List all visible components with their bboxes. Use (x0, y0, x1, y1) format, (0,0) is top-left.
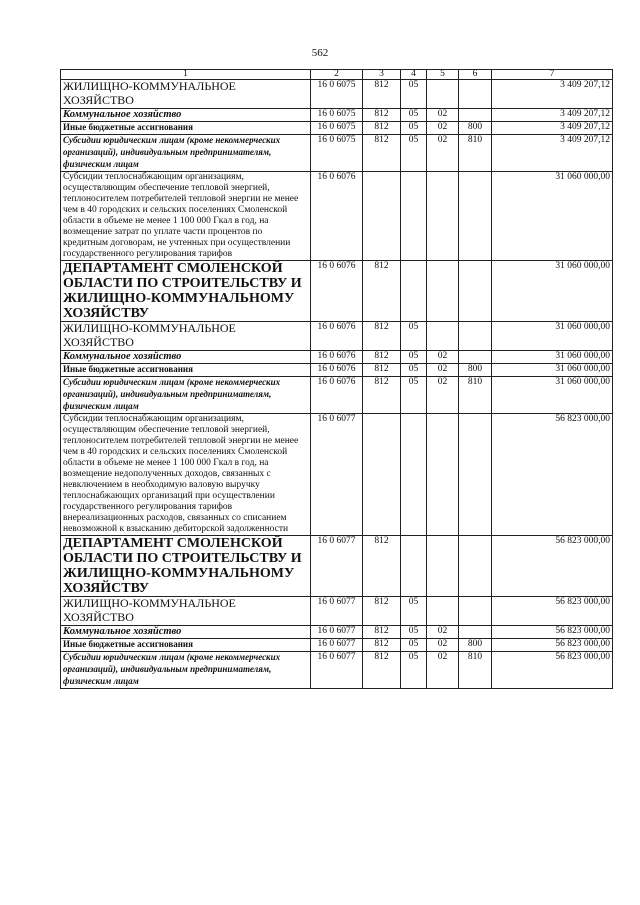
row-name (61, 364, 311, 377)
target-article-cell: 16 0 6076 (311, 377, 363, 414)
amount-cell: 31 060 000,00 (492, 377, 613, 414)
subsection-code-cell: 02 (427, 377, 459, 414)
table-row (61, 597, 613, 626)
expense-type-cell (459, 414, 492, 536)
target-article-cell: 16 0 6077 (311, 652, 363, 689)
section-code-cell: 05 (401, 322, 427, 351)
row-label: Субсидии юридическим лицам (кроме некоммерческих организаций), индивидуальным предпринимателям, физическим лицам (63, 135, 281, 169)
row-name (61, 322, 311, 351)
section-code-cell: 05 (401, 364, 427, 377)
table-row (61, 536, 613, 597)
subsection-code-cell: 02 (427, 639, 459, 652)
section-code-cell: 05 (401, 652, 427, 689)
target-article-cell: 16 0 6077 (311, 626, 363, 639)
ministry-code-cell: 812 (363, 135, 401, 172)
row-label: ЖИЛИЩНО-КОММУНАЛЬНОЕ ХОЗЯЙСТВО (63, 321, 236, 349)
subsection-code-cell (427, 414, 459, 536)
row-label: Коммунальное хозяйство (63, 109, 182, 120)
column-header: 7 (492, 70, 613, 80)
row-name (61, 377, 311, 414)
column-header: 2 (311, 70, 363, 80)
subsection-code-cell (427, 80, 459, 109)
row-label: ЖИЛИЩНО-КОММУНАЛЬНОЕ ХОЗЯЙСТВО (63, 596, 236, 624)
ministry-code-cell: 812 (363, 597, 401, 626)
ministry-code-cell: 812 (363, 639, 401, 652)
section-code-cell: 05 (401, 377, 427, 414)
subsection-code-cell (427, 597, 459, 626)
target-article-cell: 16 0 6077 (311, 414, 363, 536)
row-name (61, 626, 311, 639)
row-label: Иные бюджетные ассигнования (63, 122, 193, 132)
row-label: Субсидии юридическим лицам (кроме некоммерческих организаций), индивидуальным предпринимателям, физическим лицам (63, 652, 281, 686)
table-row (61, 639, 613, 652)
expense-type-cell: 810 (459, 652, 492, 689)
row-name (61, 597, 311, 626)
row-name (61, 414, 311, 536)
table-row (61, 322, 613, 351)
expense-type-cell (459, 322, 492, 351)
ministry-code-cell: 812 (363, 80, 401, 109)
subsection-code-cell: 02 (427, 626, 459, 639)
row-name (61, 351, 311, 364)
subsection-code-cell: 02 (427, 351, 459, 364)
table-row (61, 261, 613, 322)
table-row (61, 80, 613, 109)
expense-type-cell (459, 80, 492, 109)
amount-cell: 31 060 000,00 (492, 261, 613, 322)
row-label: Коммунальное хозяйство (63, 351, 182, 362)
target-article-cell: 16 0 6075 (311, 80, 363, 109)
amount-cell: 3 409 207,12 (492, 109, 613, 122)
budget-table (60, 69, 613, 689)
expense-type-cell (459, 536, 492, 597)
target-article-cell: 16 0 6075 (311, 109, 363, 122)
row-label: Коммунальное хозяйство (63, 626, 182, 637)
amount-cell: 3 409 207,12 (492, 135, 613, 172)
section-code-cell: 05 (401, 597, 427, 626)
row-name (61, 652, 311, 689)
row-name (61, 135, 311, 172)
subsection-code-cell: 02 (427, 109, 459, 122)
amount-cell: 3 409 207,12 (492, 122, 613, 135)
row-label: Субсидии теплоснабжающим организациям, осуществляющим обеспечение тепловой энергией, теплоносителем потребителей тепловой энергии не менее чем в 40 городских и сельских поселениях Смоленской области в объеме не менее 1 100 000 Гкал в год, на возмещение недополученных доходов, связанных с невключением в необходимую валовую выручку теплоснабжающих организаций при осуществлении государственного регулирования тарифов внереализационных расходов, связанных со списанием невозможной к взысканию дебиторской задолженности (63, 414, 299, 534)
section-code-cell: 05 (401, 351, 427, 364)
table-row (61, 414, 613, 536)
ministry-code-cell: 812 (363, 652, 401, 689)
table-row (61, 626, 613, 639)
section-code-cell: 05 (401, 122, 427, 135)
amount-cell: 56 823 000,00 (492, 652, 613, 689)
row-label: ДЕПАРТАМЕНТ СМОЛЕНСКОЙ ОБЛАСТИ ПО СТРОИТЕЛЬСТВУ И ЖИЛИЩНО-КОММУНАЛЬНОМУ ХОЗЯЙСТВУ (63, 261, 302, 321)
target-article-cell: 16 0 6076 (311, 322, 363, 351)
amount-cell: 56 823 000,00 (492, 414, 613, 536)
ministry-code-cell: 812 (363, 364, 401, 377)
row-name (61, 261, 311, 322)
table-row (61, 652, 613, 689)
target-article-cell: 16 0 6075 (311, 135, 363, 172)
expense-type-cell (459, 172, 492, 261)
table-row (61, 351, 613, 364)
row-name (61, 172, 311, 261)
expense-type-cell (459, 597, 492, 626)
row-label: ЖИЛИЩНО-КОММУНАЛЬНОЕ ХОЗЯЙСТВО (63, 79, 236, 107)
expense-type-cell (459, 626, 492, 639)
amount-cell: 31 060 000,00 (492, 351, 613, 364)
expense-type-cell: 810 (459, 135, 492, 172)
amount-cell: 3 409 207,12 (492, 80, 613, 109)
ministry-code-cell: 812 (363, 626, 401, 639)
column-header: 4 (401, 70, 427, 80)
ministry-code-cell: 812 (363, 322, 401, 351)
section-code-cell (401, 172, 427, 261)
column-header: 3 (363, 70, 401, 80)
row-name (61, 109, 311, 122)
amount-cell: 31 060 000,00 (492, 364, 613, 377)
expense-type-cell: 800 (459, 122, 492, 135)
table-row (61, 172, 613, 261)
expense-type-cell: 810 (459, 377, 492, 414)
row-name (61, 536, 311, 597)
subsection-code-cell: 02 (427, 364, 459, 377)
table-body (61, 70, 613, 689)
amount-cell: 56 823 000,00 (492, 626, 613, 639)
row-label: ДЕПАРТАМЕНТ СМОЛЕНСКОЙ ОБЛАСТИ ПО СТРОИТЕЛЬСТВУ И ЖИЛИЩНО-КОММУНАЛЬНОМУ ХОЗЯЙСТВУ (63, 536, 302, 596)
ministry-code-cell: 812 (363, 351, 401, 364)
section-code-cell (401, 261, 427, 322)
column-header: 6 (459, 70, 492, 80)
ministry-code-cell: 812 (363, 109, 401, 122)
target-article-cell: 16 0 6077 (311, 597, 363, 626)
expense-type-cell (459, 261, 492, 322)
section-code-cell: 05 (401, 109, 427, 122)
table-row (61, 135, 613, 172)
row-label: Субсидии юридическим лицам (кроме некоммерческих организаций), индивидуальным предпринимателям, физическим лицам (63, 377, 281, 411)
page-number: 562 (311, 47, 329, 59)
target-article-cell: 16 0 6076 (311, 351, 363, 364)
column-header: 1 (61, 70, 311, 80)
header-row (61, 70, 613, 80)
row-name (61, 639, 311, 652)
expense-type-cell (459, 109, 492, 122)
target-article-cell: 16 0 6076 (311, 261, 363, 322)
ministry-code-cell (363, 172, 401, 261)
target-article-cell: 16 0 6076 (311, 364, 363, 377)
subsection-code-cell (427, 261, 459, 322)
table-row (61, 377, 613, 414)
expense-type-cell (459, 351, 492, 364)
subsection-code-cell (427, 536, 459, 597)
target-article-cell: 16 0 6077 (311, 639, 363, 652)
row-label: Субсидии теплоснабжающим организациям, осуществляющим обеспечение тепловой энергией, теплоносителем потребителей тепловой энергии не менее чем в 40 городских и сельских поселениях Смоленской области в объеме не менее 1 100 000 Гкал в год, на возмещение затрат по уплате части процентов по кредитным договорам, не учтенных при осуществлении государственного регулирования тарифов (63, 172, 299, 259)
target-article-cell: 16 0 6076 (311, 172, 363, 261)
target-article-cell: 16 0 6077 (311, 536, 363, 597)
amount-cell: 56 823 000,00 (492, 639, 613, 652)
subsection-code-cell: 02 (427, 652, 459, 689)
column-header: 5 (427, 70, 459, 80)
amount-cell: 31 060 000,00 (492, 322, 613, 351)
section-code-cell (401, 414, 427, 536)
section-code-cell (401, 536, 427, 597)
subsection-code-cell (427, 172, 459, 261)
table-row (61, 122, 613, 135)
subsection-code-cell (427, 322, 459, 351)
section-code-cell: 05 (401, 80, 427, 109)
section-code-cell: 05 (401, 639, 427, 652)
row-name (61, 122, 311, 135)
subsection-code-cell: 02 (427, 122, 459, 135)
ministry-code-cell: 812 (363, 377, 401, 414)
ministry-code-cell: 812 (363, 536, 401, 597)
row-label: Иные бюджетные ассигнования (63, 639, 193, 649)
expense-type-cell: 800 (459, 639, 492, 652)
row-name (61, 80, 311, 109)
ministry-code-cell: 812 (363, 122, 401, 135)
section-code-cell: 05 (401, 135, 427, 172)
table-row (61, 109, 613, 122)
ministry-code-cell: 812 (363, 261, 401, 322)
ministry-code-cell (363, 414, 401, 536)
amount-cell: 56 823 000,00 (492, 597, 613, 626)
row-label: Иные бюджетные ассигнования (63, 364, 193, 374)
amount-cell: 56 823 000,00 (492, 536, 613, 597)
section-code-cell: 05 (401, 626, 427, 639)
table-row (61, 364, 613, 377)
target-article-cell: 16 0 6075 (311, 122, 363, 135)
subsection-code-cell: 02 (427, 135, 459, 172)
expense-type-cell: 800 (459, 364, 492, 377)
amount-cell: 31 060 000,00 (492, 172, 613, 261)
